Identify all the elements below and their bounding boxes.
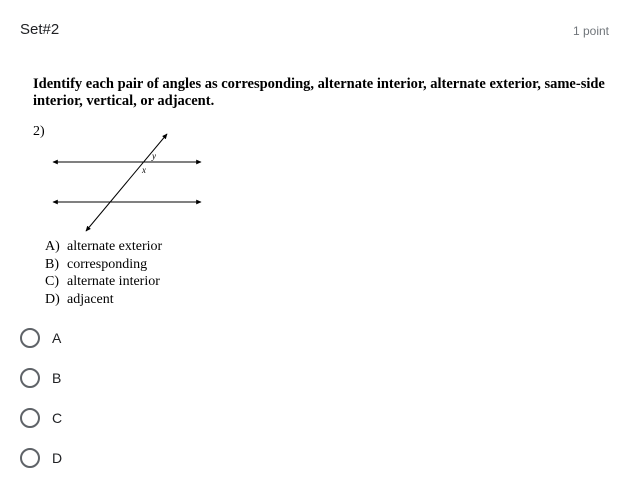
choice-item — [45, 238, 162, 256]
choice-text: alternate interior — [67, 274, 160, 290]
angle-diagram — [33, 76, 233, 236]
choice-text: alternate exterior — [67, 239, 163, 254]
choice-item — [45, 273, 162, 291]
option-b[interactable] — [20, 368, 220, 408]
option-a[interactable] — [20, 328, 220, 368]
option-label-d: D — [52, 450, 63, 466]
option-label-a: A — [52, 330, 62, 346]
choice-letter: B) — [45, 256, 59, 272]
choice-letter: C) — [45, 274, 59, 290]
question-prompt: Identify each pair of angles as corresponding, alternate interior, alternate exterior, same-side interior, vertical, or adjacent. — [33, 76, 605, 109]
radio-button-c[interactable] — [20, 408, 40, 428]
angle-label-x: x — [142, 165, 146, 175]
option-label-b: B — [52, 370, 62, 386]
radio-button-b[interactable] — [20, 368, 40, 388]
choice-text: adjacent — [67, 291, 114, 307]
radio-options — [20, 328, 220, 482]
choice-item — [45, 291, 162, 309]
question-header — [20, 20, 609, 42]
radio-button-d[interactable] — [20, 448, 40, 468]
choice-letter: A) — [45, 239, 60, 254]
diagram-svg — [33, 76, 233, 236]
question-title: Set#2 — [20, 21, 60, 38]
option-label-c: C — [52, 410, 63, 426]
points-label: 1 point — [572, 24, 609, 38]
answer-choice-list — [45, 238, 162, 308]
choice-letter: D) — [45, 291, 60, 307]
question-image — [33, 76, 613, 312]
option-d[interactable] — [20, 448, 220, 482]
angle-label-y: y — [152, 151, 156, 161]
radio-button-a[interactable] — [20, 328, 40, 348]
choice-item — [45, 256, 162, 274]
option-c[interactable] — [20, 408, 220, 448]
question-number: 2) — [33, 124, 45, 139]
transversal-line — [86, 134, 167, 231]
choice-text: corresponding — [67, 256, 148, 272]
